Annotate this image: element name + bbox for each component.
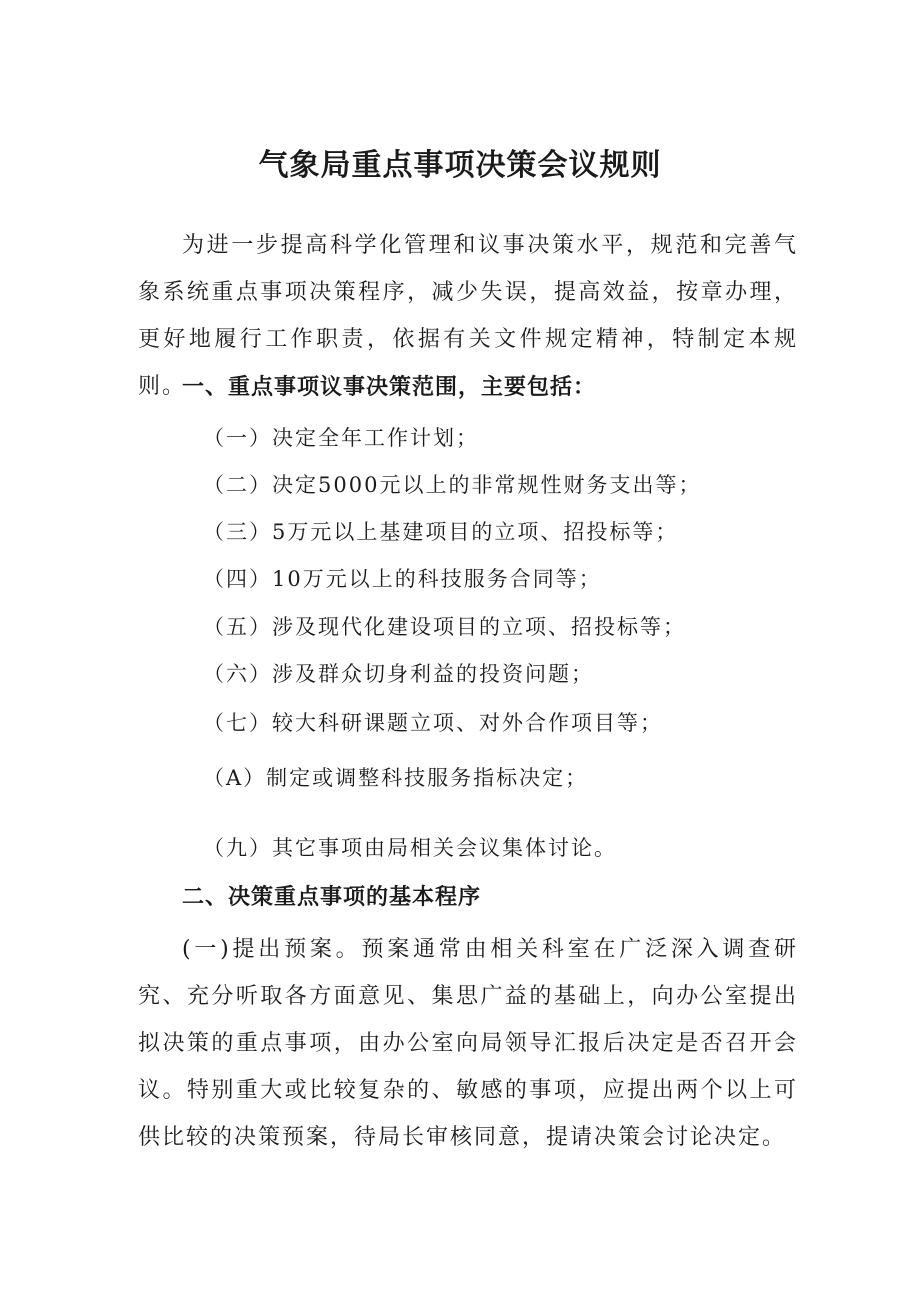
section-1-heading: 一、重点事项议事决策范围，主要包括：: [182, 375, 597, 400]
intro-paragraph: 为进一步提高科学化管理和议事决策水平，规范和完善气象系统重点事项决策程序，减少失误，提高效益，按章办理，更好地履行工作职责，依据有关文件规定精神，特制定本规则。: [138, 233, 798, 399]
list-item: （五）涉及现代化建设项目的立项、招投标等；: [203, 615, 686, 639]
section-2-heading: 二、决策重点事项的基本程序: [182, 885, 482, 910]
section-2-paragraph: (一)提出预案。预案通常由相关科室在广泛深入调查研究、充分听取各方面意见、集思广益的基础上，向办公室提出拟决策的重点事项，由办公室向局领导汇报后决定是否召开会议。特别重大或比较复杂的、敏感的事项，应提出两个以上可供比较的决策预案，待局长审核同意，提请决策会讨论决定。: [138, 937, 798, 1150]
list-item: （四）10万元以上的科技服务合同等；: [203, 567, 602, 591]
list-item: （三）5万元以上基建项目的立项、招投标等；: [203, 520, 679, 544]
document-title: 气象局重点事项决策会议规则: [258, 148, 662, 183]
list-item: （九）其它事项由局相关会议集体讨论。: [203, 836, 617, 860]
list-item: （一）决定全年工作计划；: [203, 426, 479, 450]
list-item: （A）制定或调整科技服务指标决定；: [203, 766, 589, 790]
list-item: （六）涉及群众切身利益的投资问题；: [203, 662, 594, 686]
list-item: （七）较大科研课题立项、对外合作项目等；: [203, 711, 663, 735]
list-item: （二）决定5000元以上的非常规性财务支出等；: [203, 473, 702, 497]
